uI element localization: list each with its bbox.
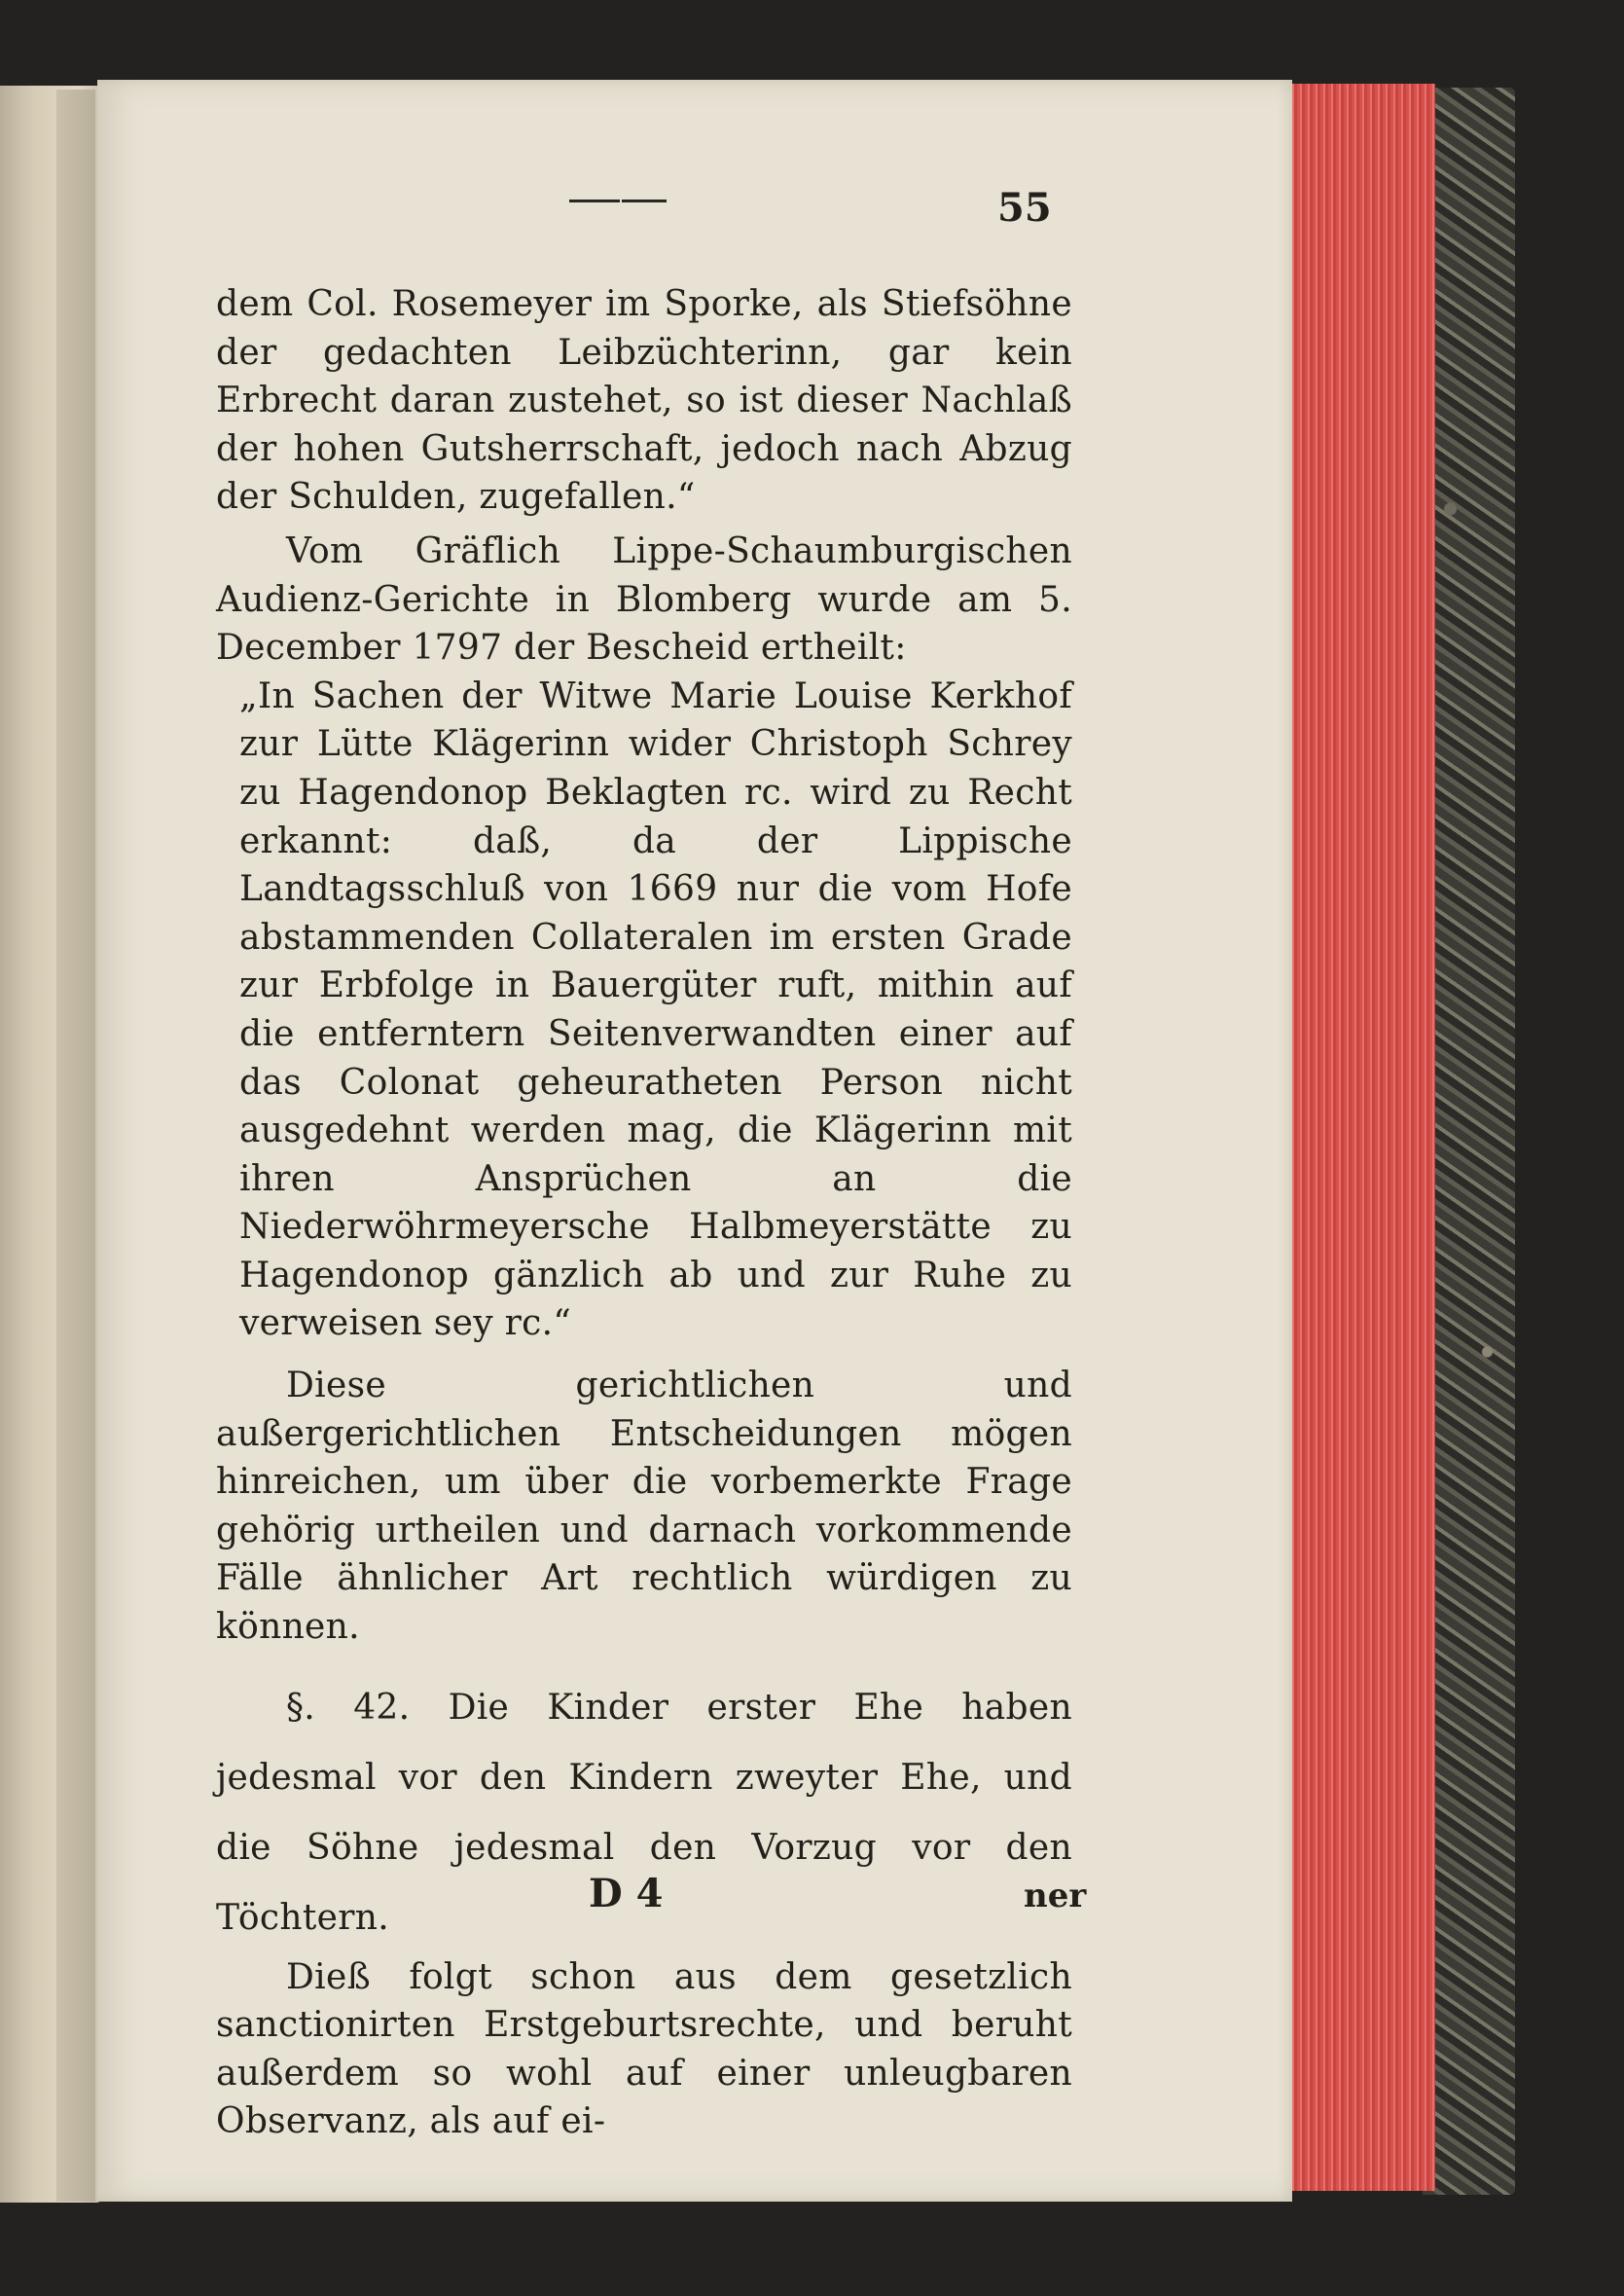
- section-heading-text: Die Kinder erster Ehe haben jedesmal vor den Kindern zweyter Ehe, und die Söhne jedesmal den Vorzug vor den Töchtern.: [216, 1687, 1072, 1938]
- paragraph-final: Dieß folgt schon aus dem gesetzlich sanctionirten Erstgeburtsrechte, und beruht außerdem so wohl auf einer unleugbaren Observanz, als auf ei-: [216, 1956, 1072, 2142]
- paragraph-continuation: dem Col. Rosemeyer im Sporke, als Stiefsöhne der gedachten Leibzüchterinn, gar kein Erbrecht daran zustehet, so ist dieser Nachlaß der hohen Gutsherrschaft, jedoch nach Abzug der Schulden, zugefallen.“: [216, 284, 1072, 518]
- page-number: 55: [997, 185, 1052, 231]
- header-rule: [569, 200, 667, 206]
- paragraph-quoted-judgment: „In Sachen der Witwe Marie Louise Kerkhof zur Lütte Klägerinn wider Christoph Schrey zu Hagendonop Beklagten rc. wird zu Recht erkannt: daß, da der Lippische Landtagsschluß von 1669 nur die vom Hofe abstammenden Collateralen im ersten Grade zur Erbfolge in Bauergüter ruft, mithin auf die entferntern Seitenverwandten einer auf das Colonat geheuratheten Person nicht ausgedehnt werden mag, die Klägerinn mit ihren Ansprüchen an die Niederwöhrmeyersche Halbmeyerstätte zu Hagendonop gänzlich ab und zur Ruhe zu verweisen sey rc.“: [239, 675, 1072, 1344]
- catchword: ner: [1024, 1877, 1087, 1915]
- section-number: §. 42.: [286, 1687, 411, 1728]
- signature-mark: D 4: [589, 1871, 664, 1916]
- red-page-edges: [1286, 84, 1435, 2191]
- marbled-cover: [1423, 88, 1515, 2195]
- paragraph-conclusion: Diese gerichtlichen und außergerichtlichen Entscheidungen mögen hinreichen, um über die vorbemerkte Frage gehörig urtheilen und darnach vorkommende Fälle ähnlicher Art rechtlich würdigen zu können.: [216, 1366, 1072, 1648]
- book-gutter: [56, 90, 95, 2202]
- page-text: [216, 280, 1072, 2146]
- paragraph-decision-intro: Vom Gräflich Lippe-Schaumburgischen Audienz-Gerichte in Blomberg wurde am 5. December 1797 der Bescheid ertheilt:: [216, 530, 1072, 669]
